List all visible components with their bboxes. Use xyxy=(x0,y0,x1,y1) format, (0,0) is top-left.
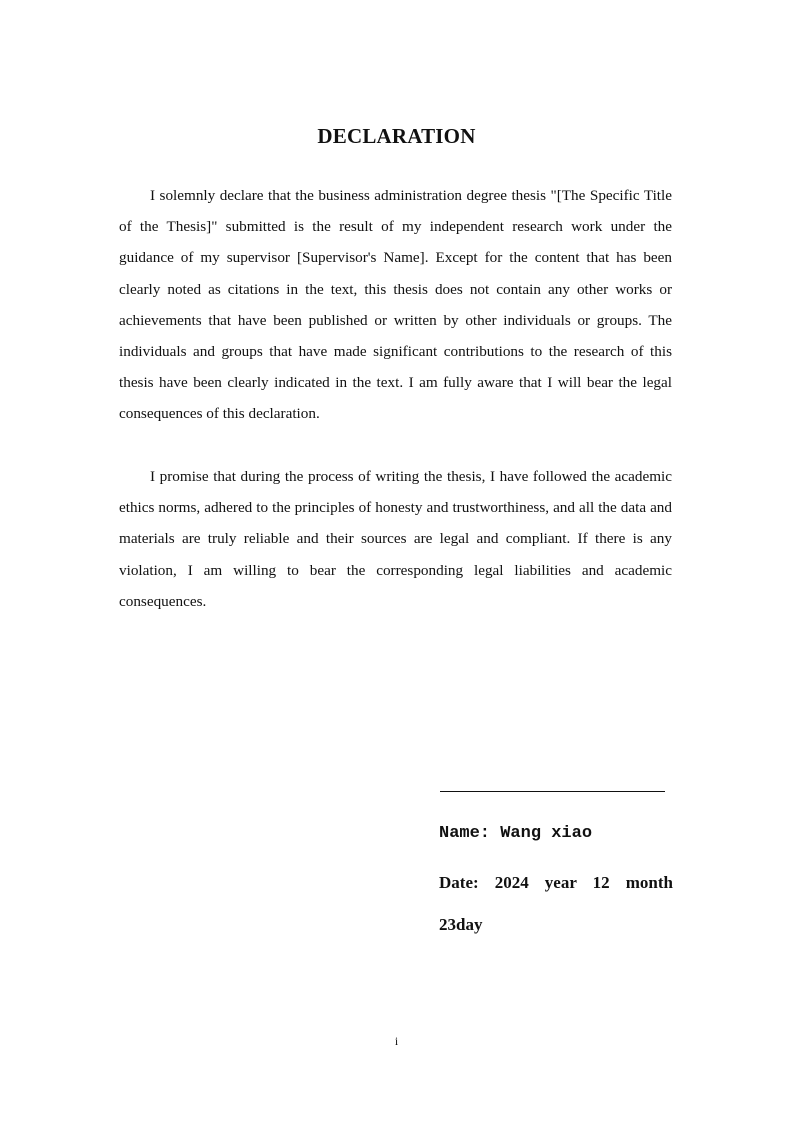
declaration-paragraph-1: I solemnly declare that the business administration degree thesis "[The Specific Title of the Thesis]" submitted is the result of my independent research work under the guidance of my supervisor [Supervisor's Name]. Except for the content that has been clearly noted as citations in the text, this thesis does not contain any other works or achievements that have been published or written by other individuals or groups. The individuals and groups that have made significant contributions to the research of this thesis have been clearly indicated in the text. I am fully aware that I will bear the legal consequences of this declaration. xyxy=(119,187,672,423)
page-number: i xyxy=(394,1034,399,1048)
signature-block xyxy=(439,820,673,946)
page-title: DECLARATION xyxy=(317,124,476,148)
signature-line xyxy=(440,791,665,792)
declaration-paragraph-2: I promise that during the process of writing the thesis, I have followed the academic ethics norms, adhered to the principles of honesty and trustworthiness, and all the data and materials are truly reliable and their sources are legal and compliant. If there is any violation, I am willing to bear the corresponding legal liabilities and academic consequences. xyxy=(119,468,672,610)
signature-name: Name: Wang xiao xyxy=(439,824,593,843)
signature-date: Date: 2024 year 12 month 23day xyxy=(439,873,673,934)
